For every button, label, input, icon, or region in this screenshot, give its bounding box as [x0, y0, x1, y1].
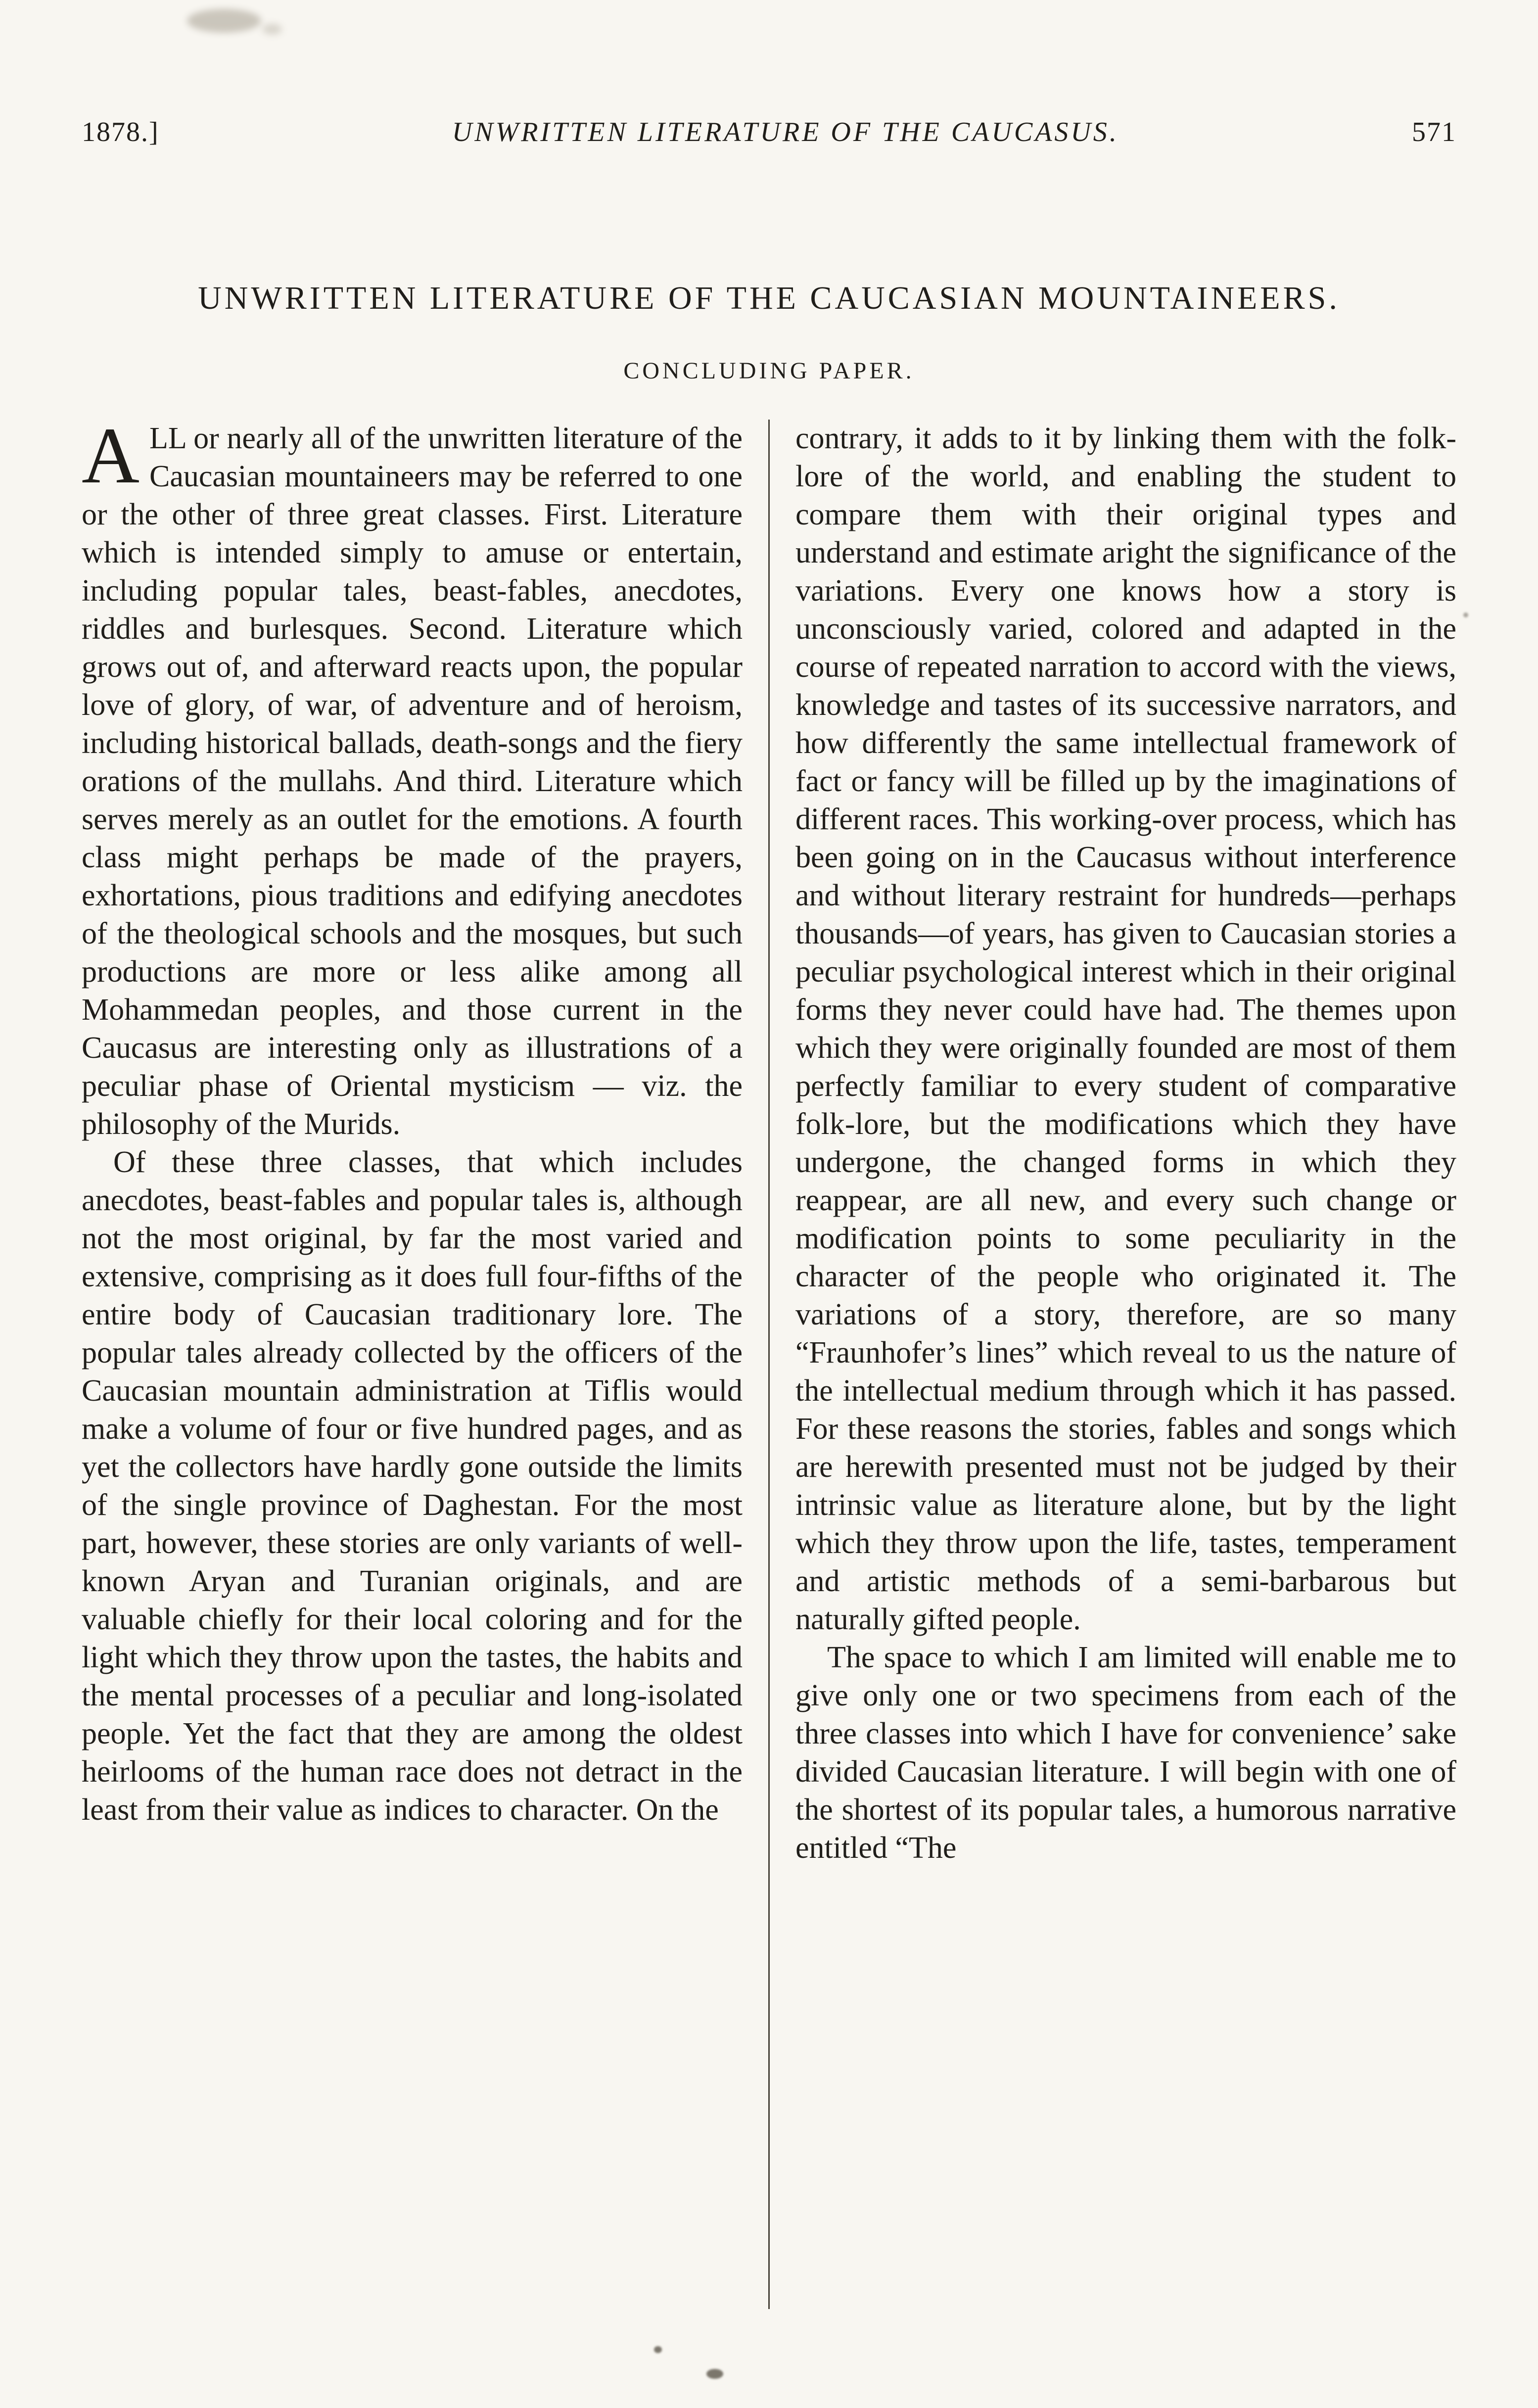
dropcap-letter: A	[82, 412, 140, 500]
article-subtitle: CONCLUDING PAPER.	[623, 358, 915, 384]
scan-smudge	[262, 24, 282, 35]
paragraph-text: LL or nearly all of the unwritten literature of the Caucasian mountaineers may be referred to one or the other of three great classes. First. Literature which is intended simply to amuse or entertain, including popular tales, beast-fables, anecdotes, riddles and burlesques. Second. Literature which grows out of, and afterward reacts upon, the popular love of glory, of war, of adventure and of heroism, including historical ballads, death-songs and the fiery orations of the mullahs. And third. Literature which serves merely as an outlet for the emotions. A fourth class might perhaps be made of the prayers, exhortations, pious traditions and edifying anecdotes of the theological schools and the mosques, but such productions are more or less alike among all Mohammedan peoples, and those current in the Caucasus are interesting only as illustrations of a peculiar phase of Oriental mysticism — viz. the philosophy of the Murids.	[82, 422, 743, 1141]
right-column	[795, 420, 1456, 2309]
running-head	[82, 116, 1456, 148]
paragraph: Of these three classes, that which includes anecdotes, beast-fables and popular tales is, although not the most original, by far the most varied and extensive, comprising as it does full four-fifths of the entire body of Caucasian traditionary lore. The popular tales already collected by the officers of the Caucasian mountain administration at Tiflis would make a volume of four or five hundred pages, and as yet the collectors have hardly gone outside the limits of the single province of Daghestan. For the most part, however, these stories are only variants of well-known Aryan and Turanian originals, and are valuable chiefly for their local coloring and for the light which they throw upon the tastes, the habits and the mental processes of a peculiar and long-isolated people. Yet the fact that they are among the oldest heirlooms of the human race does not detract in the least from their value as indices to character. On the	[82, 1145, 743, 1827]
paragraph	[82, 412, 743, 1143]
running-head-title: UNWRITTEN LITERATURE OF THE CAUCASUS.	[452, 117, 1119, 147]
column-rule	[768, 420, 770, 2309]
paragraph: contrary, it adds to it by linking them with the folk-lore of the world, and enabling the student to compare them with their original types and understand and estimate aright the significance of the variations. Every one knows how a story is unconsciously varied, colored and adapted in the course of repeated narration to accord with the views, knowledge and tastes of its successive narrators, and how differently the same intellectual framework of fact or fancy will be filled up by the imaginations of different races. This working-over process, which has been going on in the Caucasus without interference and without literary restraint for hundreds—perhaps thousands—of years, has given to Caucasian stories a peculiar psychological interest which in their original forms they never could have had. The themes upon which they were originally founded are most of them perfectly familiar to every student of comparative folk-lore, but the modifications which they have undergone, the changed forms in which they reappear, are all new, and every such change or modification points to some peculiarity in the character of the people who originated it. The variations of a story, therefore, are so many “Fraunhofer’s lines” which reveal to us the nature of the intellectual medium through which it has passed. For these reasons the stories, fables and songs which are herewith presented must not be judged by their intrinsic value as literature alone, but by the light which they throw upon the life, tastes, temperament and artistic methods of a semi-barbarous but naturally gifted people.	[795, 422, 1456, 1636]
article-title: UNWRITTEN LITERATURE OF THE CAUCASIAN MOUNTAINEERS.	[198, 280, 1340, 316]
paragraph: The space to which I am limited will enable me to give only one or two specimens from each of the three classes into which I have for convenience’ sake divided Caucasian literature. I will begin with one of the shortest of its popular tales, a humorous narrative entitled “The	[795, 1641, 1456, 1865]
ink-speck	[1463, 613, 1468, 617]
article-body	[82, 412, 1456, 2309]
running-head-page-number: 571	[1411, 117, 1456, 147]
scan-smudge	[187, 9, 261, 33]
ink-speck	[706, 2369, 723, 2379]
running-head-year: 1878.]	[82, 117, 159, 147]
left-column	[82, 412, 743, 2309]
ink-speck	[654, 2346, 662, 2353]
